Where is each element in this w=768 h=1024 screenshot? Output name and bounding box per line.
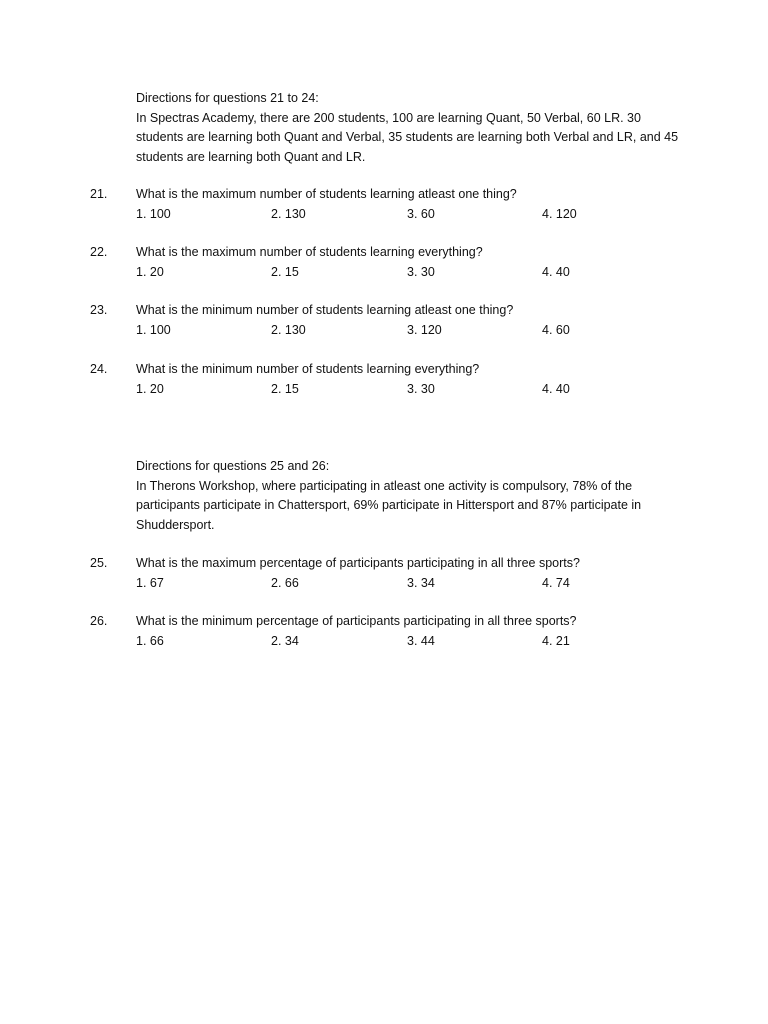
option-4: 4. 40: [542, 264, 570, 279]
option-3: 3. 30: [407, 381, 435, 396]
directions-passage: In Therons Workshop, where participating in atleast one activity is compulsory, 78% of the participants participate in Chattersport, 69% participate in Hittersport and 87% participate in Shuddersport.: [136, 478, 642, 532]
answer-options: [136, 632, 636, 652]
option-2: 2. 66: [271, 575, 299, 590]
option-3: 3. 60: [407, 206, 435, 221]
question-number: 22.: [90, 245, 108, 259]
option-3: 3. 34: [407, 575, 435, 590]
question-number: 24.: [90, 362, 108, 376]
option-3: 3. 30: [407, 264, 435, 279]
question-text: What is the maximum number of students learning everything?: [136, 245, 483, 259]
directions-block-25-26: [136, 457, 681, 535]
option-1: 1. 20: [136, 381, 164, 396]
option-4: 4. 21: [542, 633, 570, 648]
question-text: What is the maximum number of students learning atleast one thing?: [136, 187, 517, 201]
option-2: 2. 15: [271, 381, 299, 396]
option-3: 3. 120: [407, 322, 442, 337]
directions-heading: Directions for questions 25 and 26:: [136, 459, 330, 473]
option-1: 1. 100: [136, 206, 171, 221]
question-number: 23.: [90, 303, 108, 317]
option-1: 1. 67: [136, 575, 164, 590]
option-4: 4. 40: [542, 381, 570, 396]
option-1: 1. 66: [136, 633, 164, 648]
question-text: What is the maximum percentage of participants participating in all three sports?: [136, 556, 580, 570]
directions-passage: In Spectras Academy, there are 200 students, 100 are learning Quant, 50 Verbal, 60 LR. 30 students are learning both Quant and Verbal, 35 students are learning both Verbal and LR, and 45 students are learning both Quant and LR.: [136, 110, 679, 164]
question-text: What is the minimum number of students learning everything?: [136, 362, 480, 376]
answer-options: [136, 321, 636, 341]
question-number: 26.: [90, 614, 108, 628]
directions-block-21-24: [136, 89, 681, 167]
option-1: 1. 100: [136, 322, 171, 337]
question-number: 25.: [90, 556, 108, 570]
question-text: What is the minimum number of students learning atleast one thing?: [136, 303, 514, 317]
option-3: 3. 44: [407, 633, 435, 648]
option-2: 2. 34: [271, 633, 299, 648]
option-4: 4. 120: [542, 206, 577, 221]
option-4: 4. 74: [542, 575, 570, 590]
directions-heading: Directions for questions 21 to 24:: [136, 91, 319, 105]
answer-options: [136, 380, 636, 400]
question-text: What is the minimum percentage of participants participating in all three sports?: [136, 614, 577, 628]
option-2: 2. 130: [271, 322, 306, 337]
option-2: 2. 15: [271, 264, 299, 279]
answer-options: [136, 205, 636, 225]
question-number: 21.: [90, 187, 108, 201]
answer-options: [136, 263, 636, 283]
option-4: 4. 60: [542, 322, 570, 337]
answer-options: [136, 574, 636, 594]
option-1: 1. 20: [136, 264, 164, 279]
option-2: 2. 130: [271, 206, 306, 221]
